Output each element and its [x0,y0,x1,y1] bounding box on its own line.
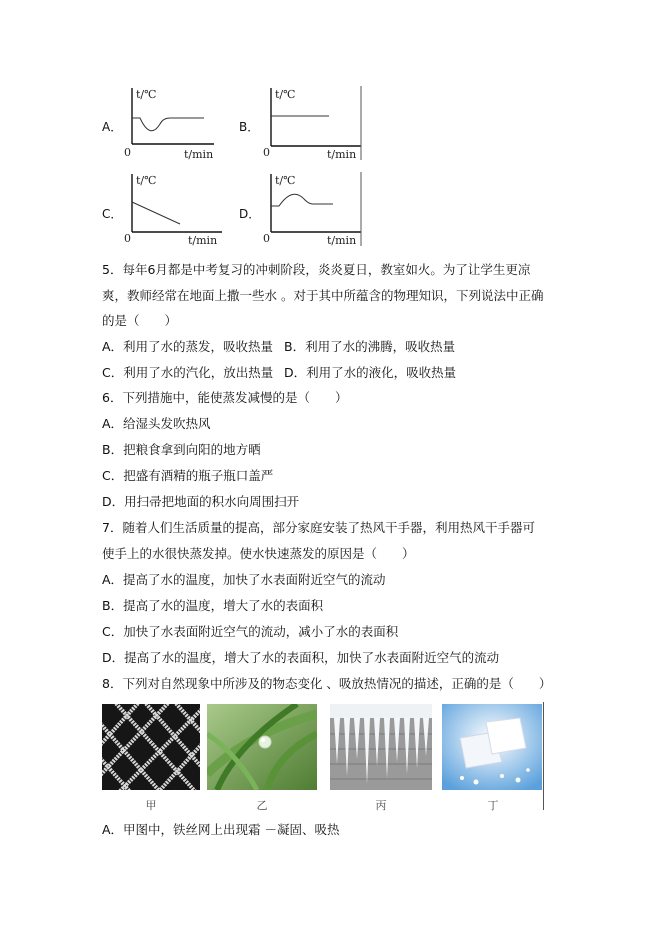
graph-c-option-label: C． [102,207,123,221]
q6-option-a: A．给湿头发吹热风 [102,416,211,431]
graph-d [257,170,357,250]
caption-bing: 丙 [375,799,387,812]
figure-right-border [543,702,544,810]
q7-option-c: C．加快了水表面附近空气的流动，减小了水的表面积 [102,624,399,639]
q6-stem: 6．下列措施中，能使蒸发减慢的是（ ） [102,390,348,405]
graph-b-origin: 0 [263,146,270,159]
grass-drawing [207,704,317,790]
photo-icicles [330,704,432,790]
graph-d-option-label: D． [239,207,261,221]
graph-b-xlabel: t/min [327,148,357,161]
graph-b [257,84,357,164]
q7-option-d: D．提高了水的温度，增大了水的表面积，加快了水表面附近空气的流动 [102,650,500,665]
graph-d-origin: 0 [263,232,270,245]
graph-d-ylabel: t/℃ [275,174,296,187]
graph-c-xlabel: t/min [188,234,218,247]
caption-yi: 乙 [256,799,268,812]
graph-b-option-label: B． [239,120,260,134]
graph-c [118,170,218,250]
q5-option-c: C．利用了水的汽化，放出热量 [102,365,274,380]
q6-option-b: B．把粮食拿到向阳的地方晒 [102,442,261,457]
graph-a-ylabel: t/℃ [136,88,157,101]
graph-b-ylabel: t/℃ [275,88,296,101]
graph-c-origin: 0 [124,232,131,245]
q5-stem-line1: 5．每年6月都是中考复习的冲刺阶段，炎炎夏日，教室如火。为了让学生更凉 [102,262,531,277]
q5-option-d: D．利用了水的液化，吸收热量 [284,365,457,380]
graph-a [118,84,218,164]
photo-frost-wire-mesh [102,704,200,790]
dry-ice-drawing [442,704,542,790]
q5-option-b: B．利用了水的沸腾，吸收热量 [284,339,456,354]
graph-d-plot [257,170,367,250]
q8-stem: 8．下列对自然现象中所涉及的物态变化 、吸放热情况的描述，正确的是（ ） [102,676,552,691]
caption-jia: 甲 [145,799,157,812]
q6-option-c: C．把盛有酒精的瓶子瓶口盖严 [102,468,274,483]
graph-b-plot [257,84,367,164]
q7-option-a: A．提高了水的温度，加快了水表面附近空气的流动 [102,572,386,587]
graph-c-ylabel: t/℃ [136,174,157,187]
q5-option-a: A．利用了水的蒸发，吸收热量 [102,339,274,354]
graph-a-option-label: A． [102,120,123,134]
q5-stem-line3: 的是（ ） [102,313,178,328]
photo-dew-grass [207,704,317,790]
q8-option-a: A．甲图中，铁丝网上出现霜 －凝固、吸热 [102,822,340,837]
graph-a-xlabel: t/min [184,148,214,161]
q7-stem-line2: 使手上的水很快蒸发掉。使水快速蒸发的原因是（ ） [102,546,415,561]
wire-mesh-drawing [102,704,200,790]
q7-stem-line1: 7．随着人们生活质量的提高，部分家庭安装了热风干手器，利用热风干手器可 [102,520,535,535]
icicles-drawing [330,704,432,790]
q5-stem-line2: 爽，教师经常在地面上撒一些水 。对于其中所蕴含的物理知识，下列说法中正确 [102,288,544,303]
q7-option-b: B．提高了水的温度，增大了水的表面积 [102,598,324,613]
graph-d-xlabel: t/min [327,234,357,247]
graph-c-plot [118,170,228,250]
graph-a-origin: 0 [124,146,131,159]
graph-a-plot [118,84,218,164]
q6-option-d: D．用扫帚把地面的积水向周围扫开 [102,494,300,509]
photo-dry-ice [442,704,542,790]
caption-ding: 丁 [487,799,499,812]
